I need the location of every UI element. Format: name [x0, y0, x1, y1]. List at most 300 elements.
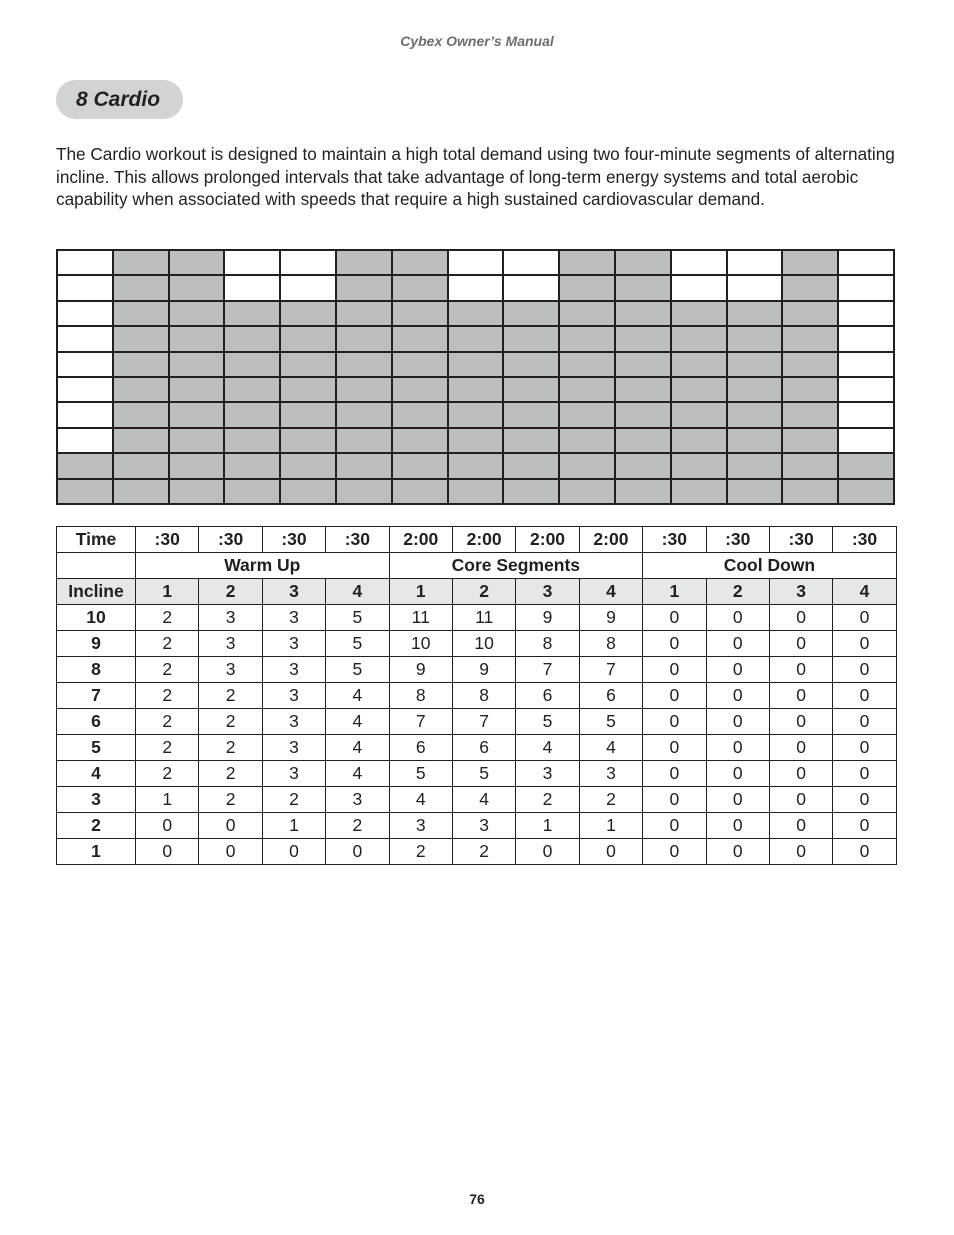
incline-value: 0	[706, 813, 769, 839]
time-cell: :30	[136, 527, 199, 553]
profile-cell-filled	[448, 428, 504, 453]
profile-cell-empty	[671, 275, 727, 300]
profile-cell-filled	[782, 428, 838, 453]
incline-value: 2	[199, 709, 262, 735]
section-title: 8 Cardio	[56, 80, 183, 119]
incline-value: 3	[199, 605, 262, 631]
intro-paragraph: The Cardio workout is designed to maintain a high total demand using two four-minute segments of alternating incline. This allows prolonged intervals that take advantage of long-term energy systems and total aerobic capability when associated with speeds that require a high sustained cardiovascular demand.	[56, 144, 895, 209]
profile-cell-filled	[169, 326, 225, 351]
incline-value: 4	[516, 735, 579, 761]
profile-cell-empty	[280, 250, 336, 275]
profile-cell-filled	[57, 479, 113, 504]
profile-cell-filled	[727, 402, 783, 427]
incline-value: 2	[389, 839, 452, 865]
profile-cell-empty	[503, 275, 559, 300]
incline-value: 6	[579, 683, 642, 709]
incline-value: 0	[643, 657, 706, 683]
profile-cell-filled	[113, 301, 169, 326]
time-cell: 2:00	[579, 527, 642, 553]
phase-label: Cool Down	[643, 553, 897, 579]
profile-cell-filled	[113, 326, 169, 351]
incline-value: 0	[643, 787, 706, 813]
time-cell: :30	[262, 527, 325, 553]
segment-number: 3	[516, 579, 579, 605]
incline-value: 5	[452, 761, 515, 787]
profile-cell-filled	[113, 275, 169, 300]
profile-grid-body	[57, 250, 894, 504]
incline-value: 0	[769, 709, 832, 735]
profile-cell-filled	[503, 301, 559, 326]
profile-cell-filled	[615, 301, 671, 326]
table-row	[57, 839, 897, 865]
profile-cell-filled	[727, 428, 783, 453]
incline-value: 0	[643, 709, 706, 735]
table-row	[57, 631, 897, 657]
incline-value: 5	[516, 709, 579, 735]
table-row	[57, 761, 897, 787]
incline-value: 0	[769, 631, 832, 657]
profile-cell-filled	[559, 250, 615, 275]
incline-value: 7	[452, 709, 515, 735]
profile-cell-filled	[559, 428, 615, 453]
incline-value: 0	[769, 657, 832, 683]
profile-cell-filled	[392, 352, 448, 377]
profile-cell-filled	[169, 352, 225, 377]
incline-label: Incline	[57, 579, 136, 605]
profile-cell-filled	[392, 301, 448, 326]
incline-value: 7	[579, 657, 642, 683]
profile-cell-filled	[727, 301, 783, 326]
incline-value: 0	[833, 683, 896, 709]
profile-cell-filled	[280, 326, 336, 351]
incline-value: 0	[706, 735, 769, 761]
table-row	[57, 735, 897, 761]
incline-value: 0	[643, 683, 706, 709]
running-header: Cybex Owner’s Manual	[400, 33, 554, 49]
profile-cell-filled	[169, 479, 225, 504]
time-cell: :30	[769, 527, 832, 553]
profile-cell-empty	[57, 275, 113, 300]
profile-cell-filled	[615, 479, 671, 504]
profile-cell-filled	[782, 275, 838, 300]
incline-value: 3	[262, 657, 325, 683]
incline-value: 0	[833, 631, 896, 657]
profile-cell-empty	[838, 301, 894, 326]
incline-value: 2	[516, 787, 579, 813]
profile-cell-filled	[615, 275, 671, 300]
profile-cell-filled	[280, 402, 336, 427]
incline-value: 8	[579, 631, 642, 657]
profile-cell-filled	[280, 377, 336, 402]
incline-value: 2	[199, 761, 262, 787]
incline-value: 0	[833, 839, 896, 865]
incline-value: 0	[643, 735, 706, 761]
profile-cell-empty	[57, 326, 113, 351]
profile-cell-filled	[336, 428, 392, 453]
profile-cell-filled	[336, 453, 392, 478]
time-cell: :30	[833, 527, 896, 553]
profile-cell-filled	[503, 453, 559, 478]
profile-cell-filled	[448, 453, 504, 478]
profile-cell-filled	[559, 301, 615, 326]
profile-cell-filled	[671, 479, 727, 504]
profile-cell-empty	[838, 352, 894, 377]
profile-grid-row	[57, 326, 894, 351]
time-cell: :30	[643, 527, 706, 553]
incline-value: 3	[262, 605, 325, 631]
profile-cell-filled	[727, 352, 783, 377]
profile-grid-row	[57, 301, 894, 326]
incline-value: 5	[389, 761, 452, 787]
incline-value: 0	[262, 839, 325, 865]
profile-cell-filled	[224, 377, 280, 402]
incline-value: 4	[389, 787, 452, 813]
profile-cell-filled	[671, 352, 727, 377]
incline-value: 8	[516, 631, 579, 657]
time-cell: :30	[199, 527, 262, 553]
incline-values-table	[56, 526, 897, 865]
incline-value: 5	[326, 657, 389, 683]
page-number: 76	[469, 1191, 485, 1207]
profile-cell-empty	[57, 377, 113, 402]
profile-cell-filled	[559, 453, 615, 478]
profile-cell-filled	[169, 250, 225, 275]
incline-value: 0	[643, 761, 706, 787]
profile-cell-filled	[336, 301, 392, 326]
incline-level: 10	[57, 605, 136, 631]
profile-cell-empty	[448, 275, 504, 300]
profile-cell-filled	[503, 352, 559, 377]
profile-cell-filled	[392, 428, 448, 453]
incline-value: 3	[326, 787, 389, 813]
incline-value: 0	[706, 631, 769, 657]
incline-value: 3	[262, 761, 325, 787]
time-cell: 2:00	[516, 527, 579, 553]
profile-grid-row	[57, 402, 894, 427]
segment-number: 4	[579, 579, 642, 605]
segment-row	[57, 579, 897, 605]
table-row	[57, 605, 897, 631]
time-cell: :30	[326, 527, 389, 553]
incline-value: 3	[452, 813, 515, 839]
profile-cell-filled	[727, 479, 783, 504]
profile-cell-filled	[838, 453, 894, 478]
incline-value: 2	[136, 709, 199, 735]
incline-value: 0	[643, 813, 706, 839]
time-label: Time	[57, 527, 136, 553]
profile-cell-empty	[448, 250, 504, 275]
incline-value: 4	[579, 735, 642, 761]
incline-level: 5	[57, 735, 136, 761]
incline-value: 0	[136, 813, 199, 839]
profile-cell-filled	[392, 326, 448, 351]
incline-value: 3	[199, 631, 262, 657]
profile-cell-filled	[224, 479, 280, 504]
profile-cell-filled	[727, 377, 783, 402]
profile-cell-filled	[336, 326, 392, 351]
profile-cell-filled	[671, 326, 727, 351]
profile-cell-filled	[392, 479, 448, 504]
incline-level: 2	[57, 813, 136, 839]
incline-value: 2	[136, 631, 199, 657]
profile-cell-filled	[671, 301, 727, 326]
profile-cell-filled	[392, 377, 448, 402]
profile-cell-filled	[280, 453, 336, 478]
profile-cell-filled	[224, 352, 280, 377]
profile-cell-filled	[448, 402, 504, 427]
phase-label: Warm Up	[136, 553, 390, 579]
profile-cell-filled	[169, 428, 225, 453]
profile-cell-empty	[727, 250, 783, 275]
profile-cell-empty	[57, 402, 113, 427]
incline-value: 3	[199, 657, 262, 683]
incline-level: 1	[57, 839, 136, 865]
time-cell: 2:00	[389, 527, 452, 553]
incline-value: 0	[199, 839, 262, 865]
profile-cell-filled	[392, 275, 448, 300]
segment-number: 2	[706, 579, 769, 605]
incline-value: 7	[389, 709, 452, 735]
profile-cell-empty	[503, 250, 559, 275]
profile-cell-filled	[838, 479, 894, 504]
incline-value: 2	[136, 605, 199, 631]
incline-value: 3	[262, 631, 325, 657]
table-row	[57, 657, 897, 683]
profile-cell-filled	[392, 250, 448, 275]
incline-value: 2	[579, 787, 642, 813]
incline-value: 3	[516, 761, 579, 787]
incline-value: 2	[199, 787, 262, 813]
incline-value: 0	[579, 839, 642, 865]
profile-cell-empty	[838, 377, 894, 402]
values-table-body	[57, 605, 897, 865]
profile-cell-empty	[838, 428, 894, 453]
incline-value: 5	[579, 709, 642, 735]
incline-value: 0	[136, 839, 199, 865]
profile-grid-row	[57, 479, 894, 504]
profile-cell-filled	[280, 352, 336, 377]
incline-value: 0	[833, 735, 896, 761]
profile-cell-filled	[57, 453, 113, 478]
incline-value: 0	[833, 787, 896, 813]
profile-cell-empty	[57, 250, 113, 275]
time-row	[57, 527, 897, 553]
incline-value: 3	[262, 709, 325, 735]
profile-cell-filled	[113, 428, 169, 453]
profile-cell-filled	[615, 402, 671, 427]
incline-value: 4	[326, 709, 389, 735]
incline-value: 0	[769, 787, 832, 813]
profile-cell-filled	[727, 326, 783, 351]
incline-value: 0	[833, 657, 896, 683]
phase-row-blank-cell	[57, 553, 136, 579]
profile-cell-filled	[169, 377, 225, 402]
profile-cell-filled	[113, 453, 169, 478]
segment-number: 4	[833, 579, 896, 605]
profile-cell-filled	[671, 428, 727, 453]
profile-cell-filled	[671, 402, 727, 427]
incline-value: 0	[769, 839, 832, 865]
incline-value: 0	[833, 813, 896, 839]
profile-cell-filled	[113, 250, 169, 275]
incline-value: 9	[579, 605, 642, 631]
profile-cell-filled	[671, 377, 727, 402]
profile-cell-filled	[280, 479, 336, 504]
profile-cell-empty	[224, 275, 280, 300]
incline-value: 0	[833, 761, 896, 787]
incline-value: 0	[326, 839, 389, 865]
profile-cell-filled	[448, 326, 504, 351]
profile-cell-filled	[559, 352, 615, 377]
incline-value: 3	[262, 735, 325, 761]
profile-cell-filled	[615, 428, 671, 453]
profile-cell-empty	[224, 250, 280, 275]
incline-value: 10	[389, 631, 452, 657]
profile-cell-filled	[615, 326, 671, 351]
profile-cell-filled	[224, 453, 280, 478]
incline-value: 5	[326, 631, 389, 657]
segment-number: 2	[199, 579, 262, 605]
profile-cell-filled	[392, 402, 448, 427]
profile-cell-filled	[782, 352, 838, 377]
profile-cell-filled	[336, 479, 392, 504]
incline-value: 0	[769, 761, 832, 787]
incline-value: 4	[452, 787, 515, 813]
profile-cell-filled	[336, 250, 392, 275]
profile-grid-row	[57, 250, 894, 275]
profile-cell-filled	[224, 326, 280, 351]
profile-cell-empty	[838, 250, 894, 275]
profile-cell-filled	[448, 377, 504, 402]
profile-cell-empty	[838, 402, 894, 427]
incline-value: 1	[136, 787, 199, 813]
incline-value: 3	[389, 813, 452, 839]
profile-cell-filled	[113, 402, 169, 427]
incline-value: 2	[452, 839, 515, 865]
incline-value: 5	[326, 605, 389, 631]
profile-cell-filled	[503, 479, 559, 504]
incline-value: 9	[516, 605, 579, 631]
incline-value: 0	[769, 683, 832, 709]
profile-cell-filled	[448, 352, 504, 377]
incline-value: 2	[199, 683, 262, 709]
incline-value: 7	[516, 657, 579, 683]
phase-row	[57, 553, 897, 579]
table-row	[57, 787, 897, 813]
incline-value: 3	[262, 683, 325, 709]
workout-profile-grid	[56, 249, 895, 505]
profile-cell-filled	[782, 326, 838, 351]
incline-value: 0	[769, 813, 832, 839]
profile-cell-filled	[448, 301, 504, 326]
incline-value: 11	[389, 605, 452, 631]
incline-value: 10	[452, 631, 515, 657]
incline-value: 1	[516, 813, 579, 839]
incline-value: 0	[833, 605, 896, 631]
incline-value: 0	[706, 709, 769, 735]
profile-cell-filled	[559, 275, 615, 300]
incline-value: 2	[262, 787, 325, 813]
profile-cell-empty	[838, 275, 894, 300]
incline-value: 8	[389, 683, 452, 709]
profile-cell-filled	[392, 453, 448, 478]
profile-cell-filled	[280, 301, 336, 326]
incline-value: 0	[643, 631, 706, 657]
profile-cell-filled	[169, 275, 225, 300]
incline-value: 0	[833, 709, 896, 735]
segment-number: 4	[326, 579, 389, 605]
segment-number: 2	[452, 579, 515, 605]
profile-cell-filled	[169, 453, 225, 478]
profile-cell-empty	[280, 275, 336, 300]
profile-grid-row	[57, 275, 894, 300]
profile-cell-filled	[782, 377, 838, 402]
profile-cell-filled	[782, 402, 838, 427]
profile-cell-filled	[448, 479, 504, 504]
profile-cell-empty	[57, 301, 113, 326]
incline-value: 1	[262, 813, 325, 839]
profile-cell-filled	[224, 402, 280, 427]
incline-value: 0	[706, 787, 769, 813]
incline-level: 8	[57, 657, 136, 683]
incline-value: 2	[136, 735, 199, 761]
profile-cell-filled	[727, 453, 783, 478]
profile-cell-filled	[782, 453, 838, 478]
incline-value: 2	[326, 813, 389, 839]
profile-cell-filled	[280, 428, 336, 453]
profile-cell-filled	[113, 352, 169, 377]
profile-cell-filled	[503, 377, 559, 402]
profile-cell-filled	[782, 250, 838, 275]
incline-value: 8	[452, 683, 515, 709]
profile-grid-row	[57, 352, 894, 377]
time-cell: 2:00	[452, 527, 515, 553]
incline-level: 7	[57, 683, 136, 709]
profile-grid-row	[57, 377, 894, 402]
profile-cell-filled	[559, 402, 615, 427]
incline-value: 0	[769, 605, 832, 631]
incline-level: 4	[57, 761, 136, 787]
incline-value: 6	[516, 683, 579, 709]
incline-value: 0	[706, 839, 769, 865]
incline-value: 0	[199, 813, 262, 839]
incline-value: 0	[643, 839, 706, 865]
incline-value: 9	[389, 657, 452, 683]
segment-number: 3	[262, 579, 325, 605]
incline-value: 2	[136, 657, 199, 683]
time-cell: :30	[706, 527, 769, 553]
profile-cell-filled	[113, 377, 169, 402]
profile-cell-filled	[224, 301, 280, 326]
incline-value: 6	[452, 735, 515, 761]
incline-value: 0	[706, 657, 769, 683]
profile-cell-filled	[782, 301, 838, 326]
profile-cell-filled	[503, 402, 559, 427]
incline-level: 6	[57, 709, 136, 735]
profile-cell-filled	[336, 352, 392, 377]
incline-value: 1	[579, 813, 642, 839]
incline-value: 4	[326, 683, 389, 709]
incline-value: 11	[452, 605, 515, 631]
profile-cell-filled	[503, 326, 559, 351]
segment-number: 1	[136, 579, 199, 605]
profile-cell-filled	[615, 377, 671, 402]
incline-value: 4	[326, 761, 389, 787]
incline-level: 3	[57, 787, 136, 813]
profile-cell-filled	[113, 479, 169, 504]
profile-grid-row	[57, 453, 894, 478]
profile-cell-filled	[336, 275, 392, 300]
